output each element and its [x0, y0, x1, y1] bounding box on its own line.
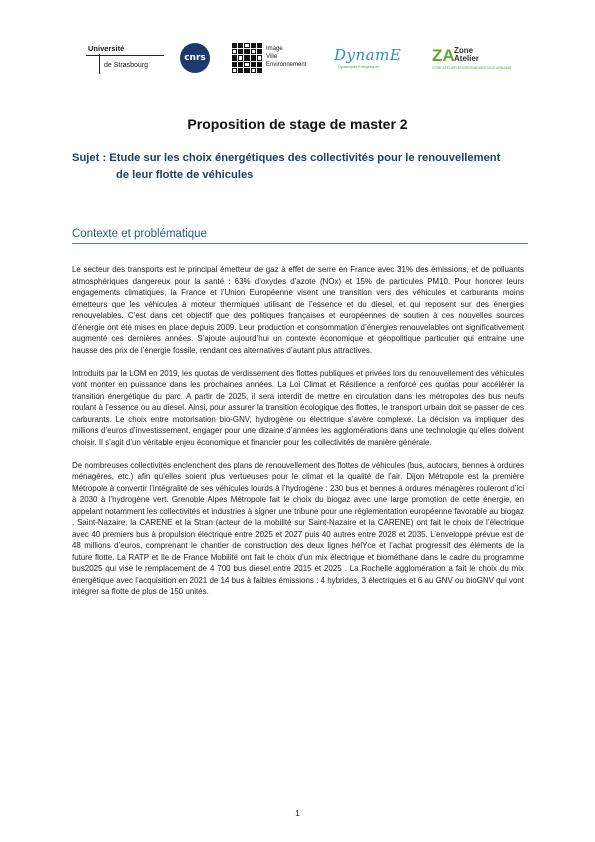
paragraph: Introduits par la LOM en 2019, les quotas de verdissement des flottes publiques et privées lors du renouvellement des véhicules vont monter en puissance dans les prochaines années. La Loi Climat et Résilience a renforcé ces quotas pour accélérer la transition énergétique du parc. A partir de 2025, il sera interdit de mettre en circulation dans les métropoles des bus neufs roulant à l’essence ou au diesel. Ainsi, pour assurer la transition écologique des flottes, le transport urbain doit se passer de ces carburants. Le choix entre motorisation bio-GNV, hydrogène ou électrique s’avère complexe. La décision va impliquer des millions d’euros d’investissement, engager pour une dizaine d’années les agglomérations dans une technologie qu’elles doivent choisir. Il s’agit d’un véritable enjeu économique et financier pour les collectivités de manière générale. — [72, 368, 524, 447]
cnrs-logo-text: cnrs — [184, 53, 206, 63]
za-logo-line2: Atelier — [454, 54, 479, 63]
unistra-logo-rule-vertical — [99, 54, 100, 74]
unistra-logo-line1: Université — [88, 44, 125, 53]
paragraph: De nombreuses collectivités enclenchent des plans de renouvellement des flottes de véhicules (bus, autocars, bennes à ordures ménagères, etc.) afin qu’elles soient plus vertueuses pour le climat et la qualité de l’air. Dijon Métropole est la première Métropole à convertir l’intégralité de ses véhicules lourds à l’hydrogène : 230 bus et bennes à ordures ménagères rouleront d’ici à 2030 à l’hydrogène vert. Grenoble Alpes Métropole fait le choix du biogaz avec une large promotion de cette énergie, en appelant notamment les collectivités et industries à signer une tribune pour une réglementation européenne favorable au biogaz . Saint-Nazaire, la CARENE et la Stran (acteur de la mobilité sur Saint-Nazaire et la CARENE) ont fait le choix de l’électrique avec 40 premiers bus à propulsion électrique entre 2025 et 2027 puis 40 autres entre 2028 et 2035. L’enveloppe prévue est de 48 millions d’euros, comprenant le chantier de construction des deux lignes hélYce et l’achat progressif des éléments de la future flotte. La RATP et Ile de France Mobilité ont fait le choix d’un mix électrique et biométhane dans le cadre du programme bus2025 qui vise le remplacement de 4 700 bus diesel entre 2015 et 2025 . La Rochelle agglomération a fait le choix du mix énergétique avec l’acquisition en 2021 de 14 bus à faibles émissions : 4 hybrides, 3 électriques et 6 au GNV ou bioGNV qui vont intégrer sa flotte de plus de 150 unités. — [72, 460, 524, 596]
paragraph: Le secteur des transports est le principal émetteur de gaz à effet de serre en France avec 31% des émissions, et de polluants atmosphériques dangereux pour la santé : 63% d’oxydes d’azote (NOx) et 15% de particules PM10. Pour honorer leurs engagements climatiques, la France et l’Union Européenne visent une transition vers des véhicules et carburants moins émetteurs que les véhicules à moteur thermiques utilisant de l’essence et du diesel, et qui reposent sur des énergies renouvelables. C’est dans cet objectif que des politiques françaises et européennes de soutien à ces nouvelles sources d’énergie ont été mises en place depuis 2009. Leur production et consommation d’énergies renouvelables ont significativement augmenté ces dernières années. S’ajoute aujourd’hui un contexte économique et géopolitique particulier qui entraine une hausse des prix de l’énergie fossile, rendant ces alternatives d’autant plus attractives. — [72, 265, 524, 355]
unistra-logo-line2: de Strasbourg — [104, 62, 148, 69]
cnrs-logo — [180, 43, 210, 73]
za-logo-subtitle: ZONE ATELIER ENVIRONNEMENTALE URBAINE — [432, 66, 512, 70]
dyname-logo-subtitle: Dynamiques Energétiques — [338, 65, 380, 69]
ive-logo-mark — [232, 43, 262, 73]
body-text — [72, 264, 524, 609]
dyname-logo-text: DynamE — [334, 46, 402, 64]
image-ville-environnement-logo — [232, 42, 312, 76]
zone-atelier-logo — [432, 46, 524, 74]
ive-logo-line: Environnement — [266, 62, 307, 68]
za-logo-mark: ZA — [432, 46, 455, 65]
ive-logo-text — [266, 45, 306, 69]
ive-logo-line: Ville — [266, 54, 278, 60]
dyname-logo — [334, 46, 409, 74]
document-title: Proposition de stage de master 2 — [187, 116, 408, 132]
subject-line2: de leur flotte de véhicules — [116, 169, 254, 181]
subject-block — [72, 150, 542, 184]
page-number: 1 — [295, 809, 300, 818]
section-heading: Contexte et problématique — [72, 228, 528, 244]
za-logo-line1: Zone — [454, 46, 474, 55]
logo-bar — [84, 40, 524, 78]
subject-line1: Etude sur les choix énergétiques des collectivités pour le renouvellement — [109, 152, 501, 164]
unistra-logo-rule — [86, 55, 164, 56]
subject-label: Sujet : — [72, 152, 110, 164]
universite-strasbourg-logo — [84, 43, 164, 75]
ive-logo-line: Image — [266, 46, 283, 52]
